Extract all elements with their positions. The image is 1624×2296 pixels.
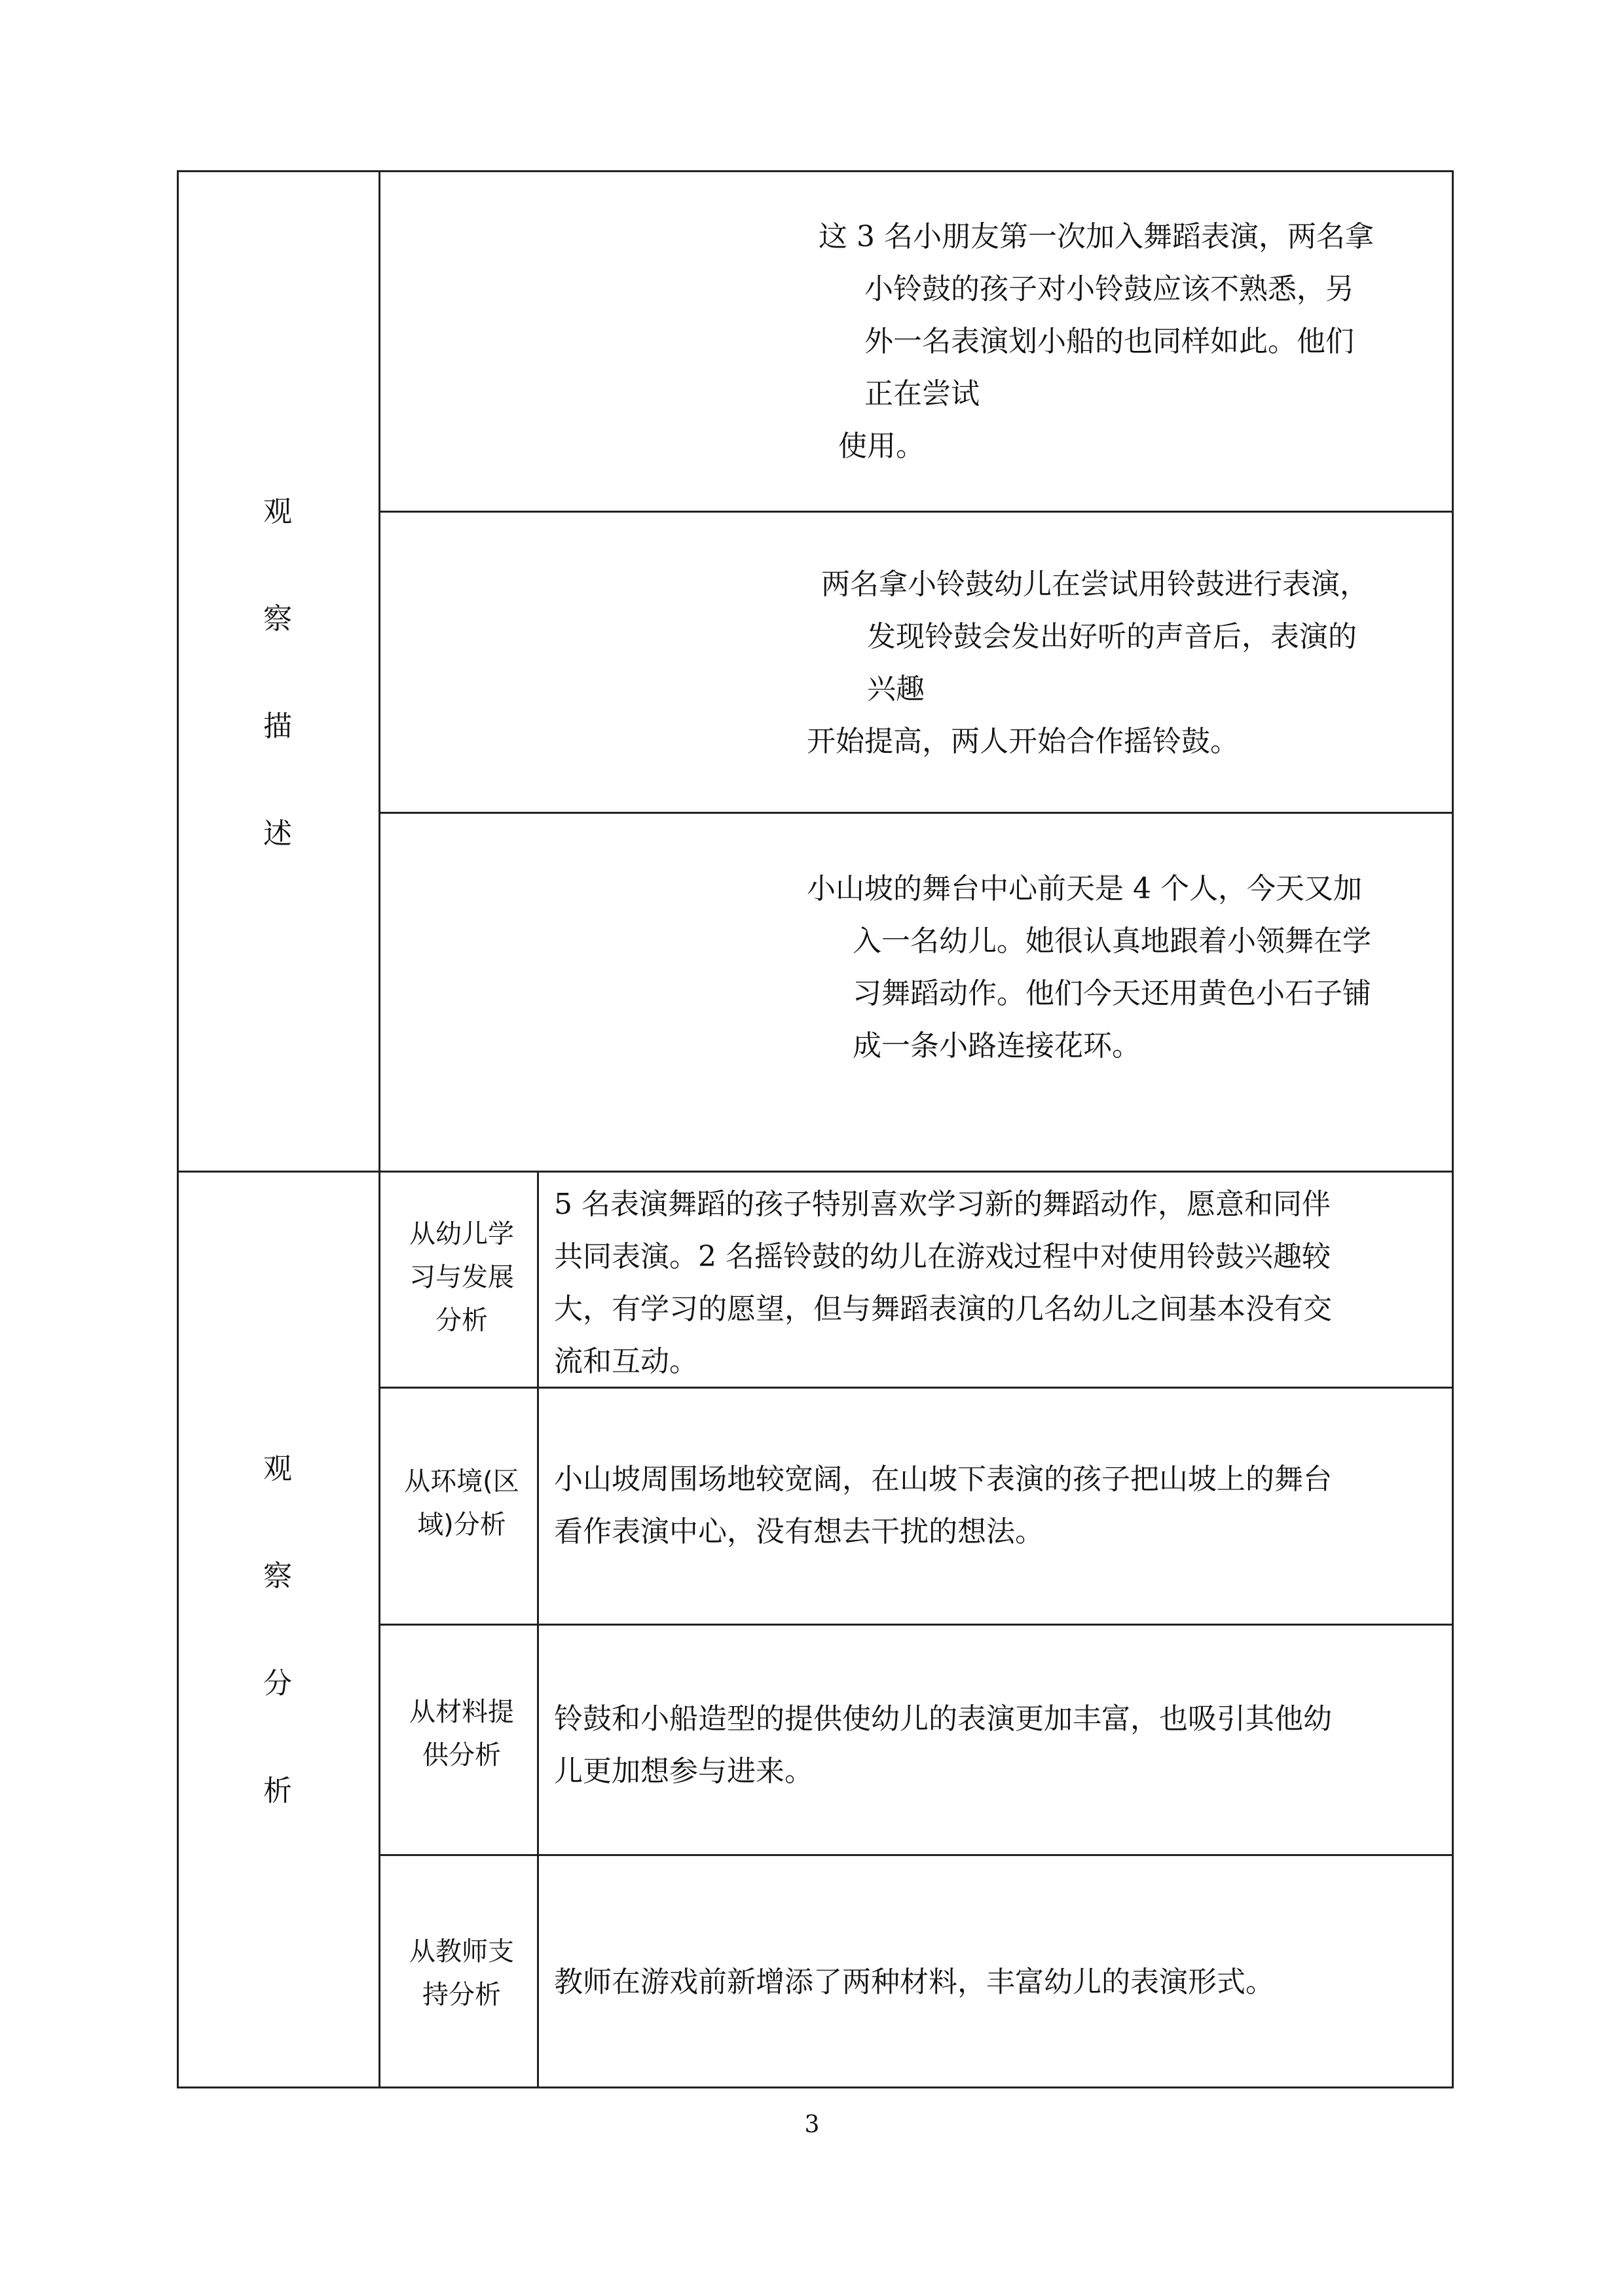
label-line: 域)分析 bbox=[417, 1510, 506, 1540]
label-line: 从材料提 bbox=[409, 1697, 514, 1727]
analysis-label-environment bbox=[386, 1460, 537, 1546]
analysis-text-child-development bbox=[554, 1178, 1332, 1388]
label-line: 持分析 bbox=[422, 1980, 501, 2010]
label-line: 从幼儿学 bbox=[409, 1219, 514, 1249]
analysis-text-teacher-support bbox=[554, 1956, 1274, 2009]
text-line: 两名拿小铃鼓幼儿在尝试用铃鼓进行表演， bbox=[821, 568, 1369, 601]
text-line: 习舞蹈动作。他们今天还用黄色小石子铺 bbox=[853, 977, 1371, 1010]
label-line: 习与发展 bbox=[409, 1262, 514, 1292]
observation-entry-1 bbox=[819, 211, 1374, 473]
observation-entry-3 bbox=[807, 863, 1371, 1072]
label-char: 析 bbox=[263, 1774, 292, 1808]
text-line: 儿更加想参与进来。 bbox=[554, 1755, 813, 1788]
text-line: 开始提高，两人开始合作摇铃鼓。 bbox=[807, 725, 1239, 758]
text-line: 使用。 bbox=[838, 429, 925, 463]
text-line: 5 名表演舞蹈的孩子特别喜欢学习新的舞蹈动作，愿意和同伴 bbox=[554, 1188, 1331, 1221]
text-line: 共同表演。2 名摇铃鼓的幼儿在游戏过程中对使用铃鼓兴趣较 bbox=[554, 1240, 1331, 1273]
text-line: 流和互动。 bbox=[554, 1345, 698, 1378]
text-line: 外一名表演划小船的也同样如此。他们 bbox=[864, 325, 1354, 358]
label-char: 察 bbox=[263, 602, 292, 636]
analysis-row-divider-3 bbox=[378, 1854, 1454, 1856]
text-line: 铃鼓和小船造型的提供使幼儿的表演更加丰富，也吸引其他幼 bbox=[554, 1702, 1332, 1736]
label-line: 分析 bbox=[435, 1305, 488, 1336]
text-line: 大，有学习的愿望，但与舞蹈表演的几名幼儿之间基本没有交 bbox=[554, 1292, 1332, 1326]
analysis-label-child-development bbox=[386, 1212, 537, 1342]
label-line: 从教师支 bbox=[409, 1937, 514, 1967]
text-line: 看作表演中心，没有想去干扰的想法。 bbox=[554, 1515, 1044, 1548]
observation-analysis-divider bbox=[177, 1171, 1454, 1173]
label-line: 供分析 bbox=[422, 1740, 501, 1770]
label-line: 从环境(区 bbox=[404, 1467, 519, 1497]
text-line: 成一条小路连接花环。 bbox=[853, 1029, 1141, 1063]
page-number: 3 bbox=[804, 2111, 820, 2138]
label-char: 察 bbox=[263, 1559, 292, 1593]
text-line: 教师在游戏前新增添了两种材料，丰富幼儿的表演形式。 bbox=[554, 1965, 1274, 1999]
obs-row-divider-1 bbox=[378, 511, 1454, 513]
label-column-divider bbox=[378, 170, 380, 2088]
label-char: 观 bbox=[263, 1452, 292, 1485]
text-line: 兴趣 bbox=[867, 672, 925, 706]
observation-analysis-label bbox=[179, 1452, 376, 1808]
analysis-label-teacher-support bbox=[386, 1930, 537, 2016]
label-char: 述 bbox=[263, 817, 292, 850]
analysis-text-materials bbox=[554, 1693, 1332, 1798]
text-line: 小铃鼓的孩子对小铃鼓应该不熟悉，另 bbox=[864, 272, 1354, 306]
observation-description-label bbox=[179, 495, 376, 850]
analysis-label-materials bbox=[386, 1690, 537, 1777]
observation-entry-2 bbox=[807, 558, 1369, 768]
label-char: 描 bbox=[263, 710, 292, 743]
text-line: 小山坡的舞台中心前天是 4 个人，今天又加 bbox=[807, 872, 1362, 905]
text-line: 入一名幼儿。她很认真地跟着小领舞在学 bbox=[853, 924, 1371, 958]
obs-row-divider-2 bbox=[378, 812, 1454, 814]
text-line: 发现铃鼓会发出好听的声音后，表演的 bbox=[867, 620, 1357, 653]
analysis-text-environment bbox=[554, 1453, 1332, 1558]
label-char: 分 bbox=[263, 1667, 292, 1700]
text-line: 这 3 名小朋友第一次加入舞蹈表演，两名拿 bbox=[819, 220, 1374, 253]
text-line: 小山坡周围场地较宽阔，在山坡下表演的孩子把山坡上的舞台 bbox=[554, 1463, 1332, 1496]
text-line: 正在尝试 bbox=[864, 377, 980, 410]
label-char: 观 bbox=[263, 495, 292, 528]
analysis-row-divider-2 bbox=[378, 1624, 1454, 1626]
analysis-subcolumn-divider bbox=[537, 1171, 539, 2088]
